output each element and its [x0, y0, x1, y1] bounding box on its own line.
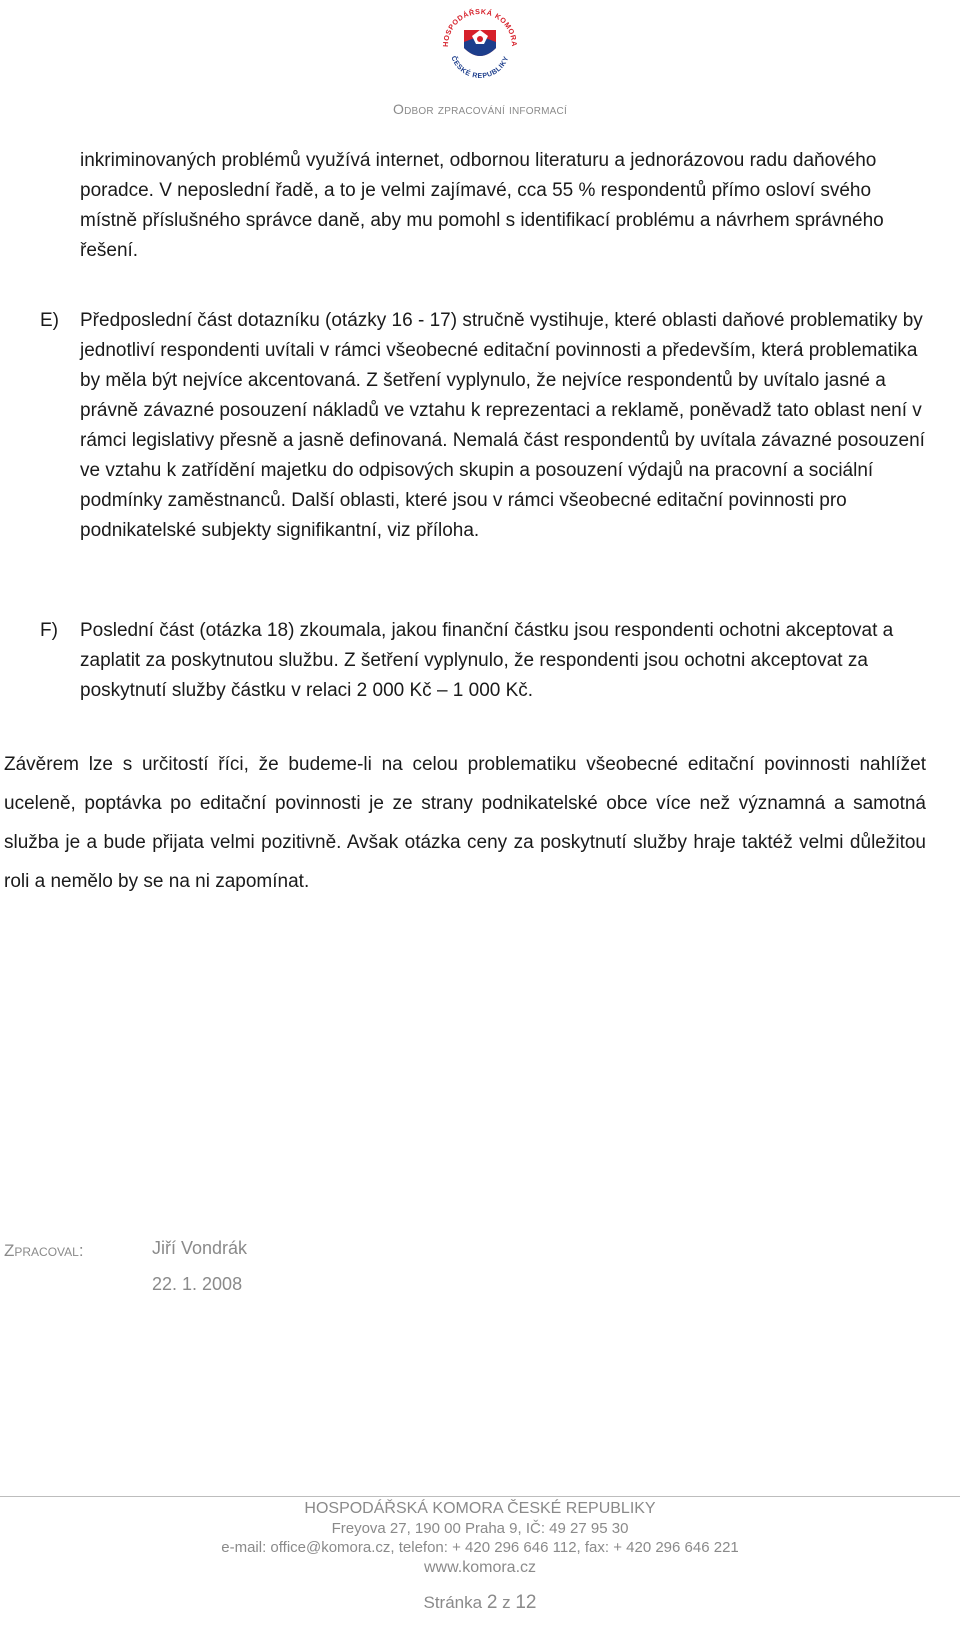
- footer-address: Freyova 27, 190 00 Praha 9, IČ: 49 27 95 30: [331, 1520, 629, 1537]
- signature-label: Zpracoval:: [4, 1241, 84, 1260]
- page-total: 12: [515, 1592, 537, 1613]
- intro-paragraph: inkriminovaných problémů využívá internet, odbornou literaturu a jednorázovou radu daňového poradce. V neposlední řadě, a to je velmi zajímavé, cca 55 % respondentů přímo osloví svého místně příslušného správce daně, aby mu pomohl s identifikací problému a návrhem správného řešení.: [80, 150, 884, 261]
- logo-emblem-icon: [464, 30, 496, 56]
- footer-website-link[interactable]: www.komora.cz: [423, 1559, 537, 1576]
- signature-name: Jiří Vondrák: [152, 1238, 248, 1258]
- svg-text:ČESKÉ REPUBLIKY: ČESKÉ REPUBLIKY: [449, 55, 511, 78]
- signature-date: 22. 1. 2008: [152, 1274, 243, 1294]
- page-prefix: Stránka: [423, 1593, 483, 1612]
- page-current: 2: [486, 1592, 498, 1613]
- list-item-e: [40, 306, 930, 546]
- page-separator: z: [502, 1593, 511, 1612]
- svg-text:HOSPODÁŘSKÁ KOMORA: HOSPODÁŘSKÁ KOMORA: [440, 6, 520, 48]
- list-item-label: F): [40, 620, 58, 641]
- footer-contact: e-mail: office@komora.cz, telefon: + 420 296 646 112, fax: + 420 296 646 221: [221, 1539, 739, 1556]
- footer-divider: [0, 1496, 960, 1497]
- chamber-logo: [434, 6, 526, 78]
- footer-org-name: HOSPODÁŘSKÁ KOMORA ČESKÉ REPUBLIKY: [304, 1500, 656, 1517]
- list-item-text: Předposlední část dotazníku (otázky 16 - 17) stručně vystihuje, které oblasti daňové problematiky by jednotliví respondenti uvítali v rámci všeobecné editační povinnosti a především, která problematika by měla být nejvíce akcentovaná. Z šetření vyplynulo, že nejvíce respondentů by uvítalo jasné a právně závazné posouzení nákladů ve vztahu k reprezentaci a reklamě, poněvadž tato oblast není v rámci legislativy přesně a jasně definovaná. Nemalá část respondentů by uvítala závazné posouzení ve vztahu k zatřídění majetku do odpisových skupin a posouzení výdajů na pracovní a sociální podmínky zaměstnanců. Další oblasti, které jsou v rámci všeobecné editační povinnosti pro podnikatelské subjekty signifikantní, viz příloha.: [80, 310, 925, 541]
- page-number: [0, 1592, 960, 1614]
- department-header: Odbor zpracování informací: [393, 101, 567, 117]
- list-item-label: E): [40, 310, 59, 331]
- list-item-text: Poslední část (otázka 18) zkoumala, jakou finanční částku jsou respondenti ochotni akceptovat a zaplatit za poskytnutou službu. Z šetření vyplynulo, že respondenti jsou ochotni akceptovat za poskytnutí služby částku v relaci 2 000 Kč – 1 000 Kč.: [80, 620, 894, 701]
- conclusion-paragraph: Závěrem lze s určitostí říci, že budeme-li na celou problematiku všeobecné editační povinnosti nahlížet uceleně, poptávka po editační povinnosti je ze strany podnikatelské obce více než významná a samotná služba je a bude přijata velmi pozitivně. Avšak otázka ceny za poskytnutí služby hraje taktéž velmi důležitou roli a nemělo by se na ni zapomínat.: [4, 754, 926, 892]
- list-item-f: [40, 616, 930, 706]
